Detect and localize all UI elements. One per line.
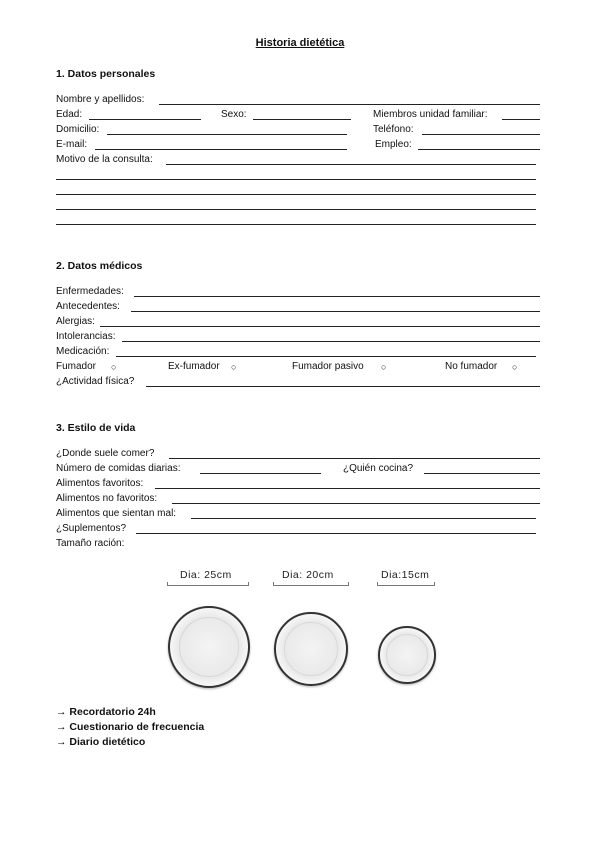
link-recordatorio[interactable]: → Recordatorio 24h (56, 706, 156, 718)
nofumador-label: No fumador (445, 361, 498, 372)
intolerancias-field[interactable] (122, 341, 540, 342)
plate-small-dimension (377, 582, 435, 586)
page-title: Historia dietética (255, 37, 345, 49)
nombre-label: Nombre y apellidos: (56, 94, 145, 105)
plate-large-label: Dia: 25cm (180, 569, 232, 581)
motivo-line-2[interactable] (56, 194, 536, 195)
favoritos-field[interactable] (155, 488, 540, 489)
motivo-field[interactable] (166, 164, 536, 165)
sientan-label: Alimentos que sientan mal: (56, 508, 177, 519)
enfermedades-label: Enfermedades: (56, 286, 124, 297)
quien-field[interactable] (424, 473, 540, 474)
sientan-field[interactable] (191, 518, 536, 519)
medicacion-field[interactable] (116, 356, 536, 357)
motivo-line-4[interactable] (56, 224, 536, 225)
motivo-line-3[interactable] (56, 209, 536, 210)
edad-label: Edad: (56, 109, 83, 120)
plate-large[interactable] (168, 606, 250, 688)
sexo-label: Sexo: (221, 109, 247, 120)
motivo-label: Motivo de la consulta: (56, 154, 153, 165)
sexo-field[interactable] (253, 119, 351, 120)
domicilio-label: Domicilio: (56, 124, 100, 135)
empleo-label: Empleo: (375, 139, 412, 150)
suplementos-label: ¿Suplementos? (56, 523, 127, 534)
comidas-label: Número de comidas diarias: (56, 463, 181, 474)
comidas-field[interactable] (200, 473, 321, 474)
quien-label: ¿Quién cocina? (343, 463, 414, 474)
nofavoritos-label: Alimentos no favoritos: (56, 493, 158, 504)
miembros-label: Miembros unidad familiar: (373, 109, 488, 120)
donde-field[interactable] (169, 458, 540, 459)
plate-small-label: Dia:15cm (381, 569, 430, 581)
alergias-field[interactable] (100, 326, 540, 327)
section-heading-personal: 1. Datos personales (56, 68, 156, 80)
antecedentes-field[interactable] (131, 311, 540, 312)
empleo-field[interactable] (418, 149, 540, 150)
antecedentes-label: Antecedentes: (56, 301, 120, 312)
donde-label: ¿Donde suele comer? (56, 448, 155, 459)
exfumador-radio[interactable]: ○ (231, 362, 237, 372)
email-label: E-mail: (56, 139, 88, 150)
plate-medium-label: Dia: 20cm (282, 569, 334, 581)
motivo-line-1[interactable] (56, 179, 536, 180)
telefono-field[interactable] (422, 134, 540, 135)
section-heading-lifestyle: 3. Estilo de vida (56, 422, 136, 434)
edad-field[interactable] (89, 119, 201, 120)
nombre-field[interactable] (159, 104, 540, 105)
racion-label: Tamaño ración: (56, 538, 125, 549)
domicilio-field[interactable] (107, 134, 347, 135)
pasivo-label: Fumador pasivo (292, 361, 364, 372)
enfermedades-field[interactable] (134, 296, 540, 297)
plate-small[interactable] (378, 626, 436, 684)
link-cuestionario[interactable]: → Cuestionario de frecuencia (56, 721, 205, 733)
pasivo-radio[interactable]: ○ (381, 362, 387, 372)
exfumador-label: Ex-fumador (168, 361, 220, 372)
intolerancias-label: Intolerancias: (56, 331, 116, 342)
telefono-label: Teléfono: (373, 124, 414, 135)
suplementos-field[interactable] (136, 533, 536, 534)
plate-medium[interactable] (274, 612, 348, 686)
email-field[interactable] (95, 149, 347, 150)
link-diario[interactable]: → Diario dietético (56, 736, 146, 748)
nofumador-radio[interactable]: ○ (512, 362, 518, 372)
medicacion-label: Medicación: (56, 346, 110, 357)
section-heading-medical: 2. Datos médicos (56, 260, 143, 272)
plate-large-dimension (167, 582, 249, 586)
actividad-field[interactable] (146, 386, 540, 387)
nofavoritos-field[interactable] (172, 503, 540, 504)
fumador-radio[interactable]: ○ (111, 362, 117, 372)
fumador-label: Fumador (56, 361, 97, 372)
plate-medium-dimension (273, 582, 349, 586)
alergias-label: Alergias: (56, 316, 95, 327)
actividad-label: ¿Actividad física? (56, 376, 135, 387)
favoritos-label: Alimentos favoritos: (56, 478, 144, 489)
miembros-field[interactable] (502, 119, 540, 120)
